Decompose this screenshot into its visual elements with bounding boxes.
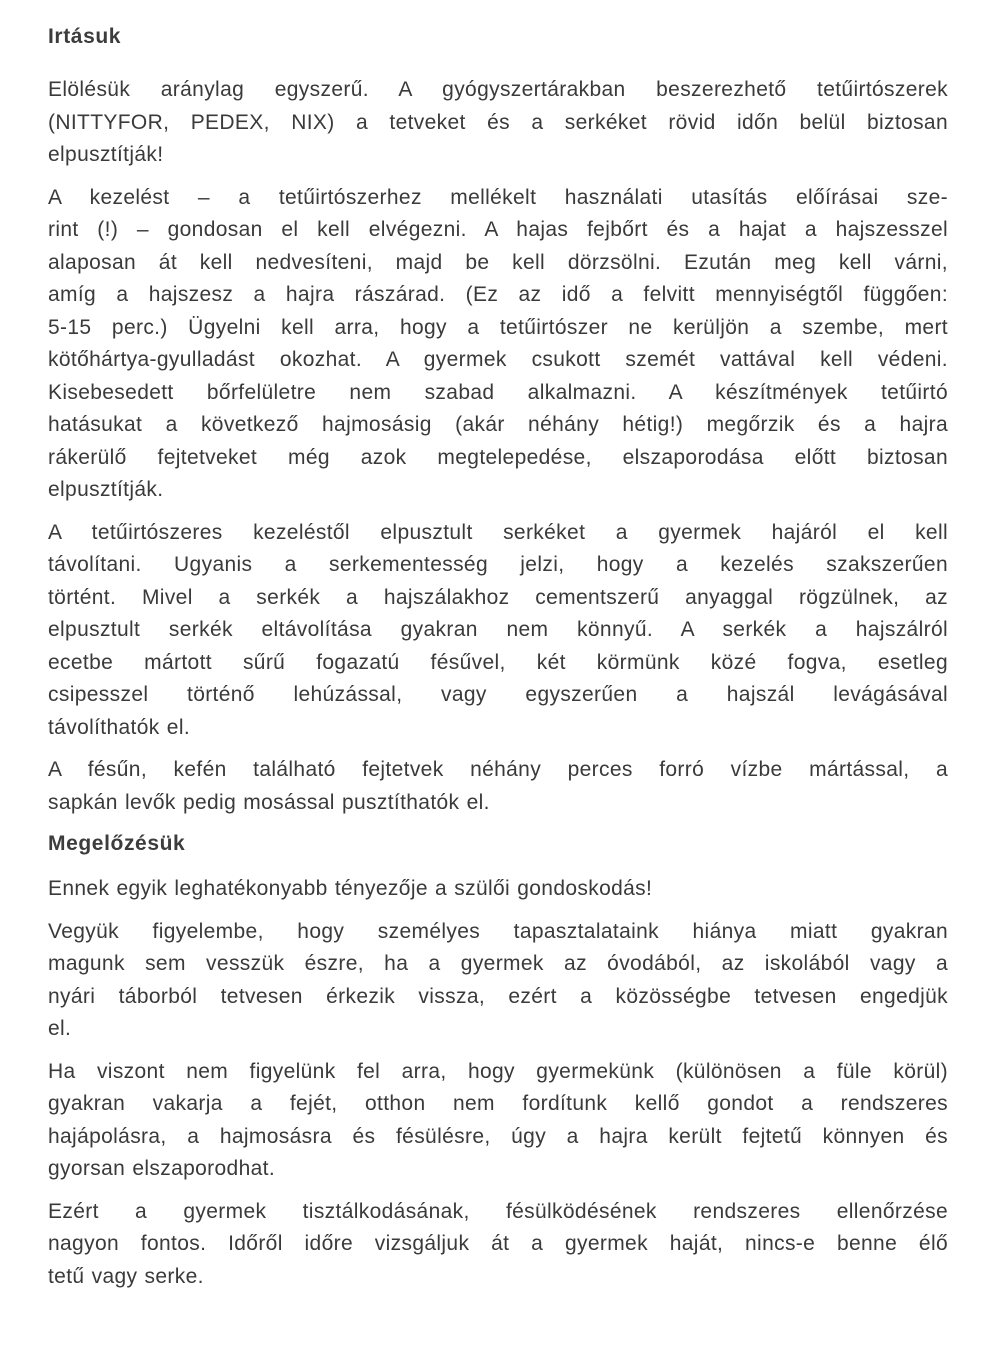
document-page xyxy=(48,22,948,1303)
text-line: A tetűirtószeres kezeléstől elpusztult serkéket a gyermek hajáról el kell xyxy=(48,520,948,544)
paragraph xyxy=(48,1056,948,1186)
text-line: elpusztítják. xyxy=(48,478,164,501)
text-line: Kisebesedett bőrfelületre nem szabad alkalmazni. A készítmények tetűirtó xyxy=(48,380,948,404)
paragraph xyxy=(48,1196,948,1294)
text-line: gyorsan elszaporodhat. xyxy=(48,1157,276,1180)
paragraph xyxy=(48,182,948,507)
text-line: kötőhártya-gyulladást okozhat. A gyermek csukott szemét vattával kell védeni. xyxy=(48,348,948,371)
text-line: Ezért a gyermek tisztálkodásának, fésülködésének rendszeres ellenőrzése xyxy=(48,1199,948,1223)
text-line: Ennek egyik leghatékonyabb tényezője a szülői gondoskodás! xyxy=(48,877,653,900)
section-heading-megelozesuk: Megelőzésük xyxy=(48,832,186,855)
text-line: Elölésük aránylag egyszerű. A gyógyszertárakban beszerezhető tetűirtószerek xyxy=(48,78,948,101)
text-line: rint (!) – gondosan el kell elvégezni. A hajas fejbőrt és a hajat a hajszesszel xyxy=(48,218,948,241)
text-line: A fésűn, kefén található fejtetvek néhány perces forró vízbe mártással, a xyxy=(48,758,948,781)
text-line: amíg a hajszesz a hajra rászárad. (Ez az idő a felvitt mennyiségtől függően: xyxy=(48,283,948,306)
text-line: Vegyük figyelembe, hogy személyes tapasztalataink hiánya miatt gyakran xyxy=(48,919,948,943)
text-line: rákerülő fejtetveket még azok megtelepedése, elszaporodása előtt biztosan xyxy=(48,445,948,469)
text-line: sapkán levők pedig mosással pusztíthatók el. xyxy=(48,790,490,814)
paragraph xyxy=(48,916,948,1046)
text-line: távolíthatók el. xyxy=(48,715,191,739)
text-line: nyári táborból tetvesen érkezik vissza, ezért a közösségbe tetvesen engedjük xyxy=(48,984,948,1008)
paragraph xyxy=(48,754,948,819)
text-line: nagyon fontos. Időről időre vizsgáljuk át a gyermek haját, nincs-e benne élő xyxy=(48,1232,948,1255)
text-line: történt. Mivel a serkék a hajszálakhoz cementszerű anyaggal rögzülnek, az xyxy=(48,585,948,609)
text-line: hajápolásra, a hajmosásra és fésülésre, úgy a hajra került fejtetű könnyen és xyxy=(48,1124,948,1148)
paragraph xyxy=(48,74,948,172)
text-line: elpusztítják! xyxy=(48,143,164,166)
text-line: Ha viszont nem figyelünk fel arra, hogy gyermekünk (különösen a füle körül) xyxy=(48,1059,948,1083)
paragraph xyxy=(48,517,948,745)
text-line: ecetbe mártott sűrű fogazatú fésűvel, két körmünk közé fogva, esetleg xyxy=(48,650,948,674)
text-line: 5-15 perc.) Ügyelni kell arra, hogy a tetűirtószer ne kerüljön a szembe, mert xyxy=(48,315,948,339)
text-line: (NITTYFOR, PEDEX, NIX) a tetveket és a serkéket rövid időn belül biztosan xyxy=(48,110,948,134)
text-line: távolítani. Ugyanis a serkementesség jelzi, hogy a kezelés szakszerűen xyxy=(48,553,948,576)
text-line: magunk sem vesszük észre, ha a gyermek az óvodából, az iskolából vagy a xyxy=(48,952,948,975)
text-line: A kezelést – a tetűirtószerhez mellékelt használati utasítás előírásai sze- xyxy=(48,185,948,209)
text-line: alaposan át kell nedvesíteni, majd be kell dörzsölni. Ezután meg kell várni, xyxy=(48,250,948,274)
paragraph xyxy=(48,873,948,906)
text-line: hatásukat a következő hajmosásig (akár néhány hétig!) megőrzik és a hajra xyxy=(48,413,948,436)
section-heading-irtasuk: Irtásuk xyxy=(48,25,122,48)
text-line: csipesszel történő lehúzással, vagy egyszerűen a hajszál levágásával xyxy=(48,683,948,706)
text-line: el. xyxy=(48,1017,72,1040)
text-line: tetű vagy serke. xyxy=(48,1264,204,1288)
text-line: gyakran vakarja a fejét, otthon nem fordítunk kellő gondot a rendszeres xyxy=(48,1092,948,1115)
text-line: elpusztult serkék eltávolítása gyakran nem könnyű. A serkék a hajszálról xyxy=(48,618,948,641)
